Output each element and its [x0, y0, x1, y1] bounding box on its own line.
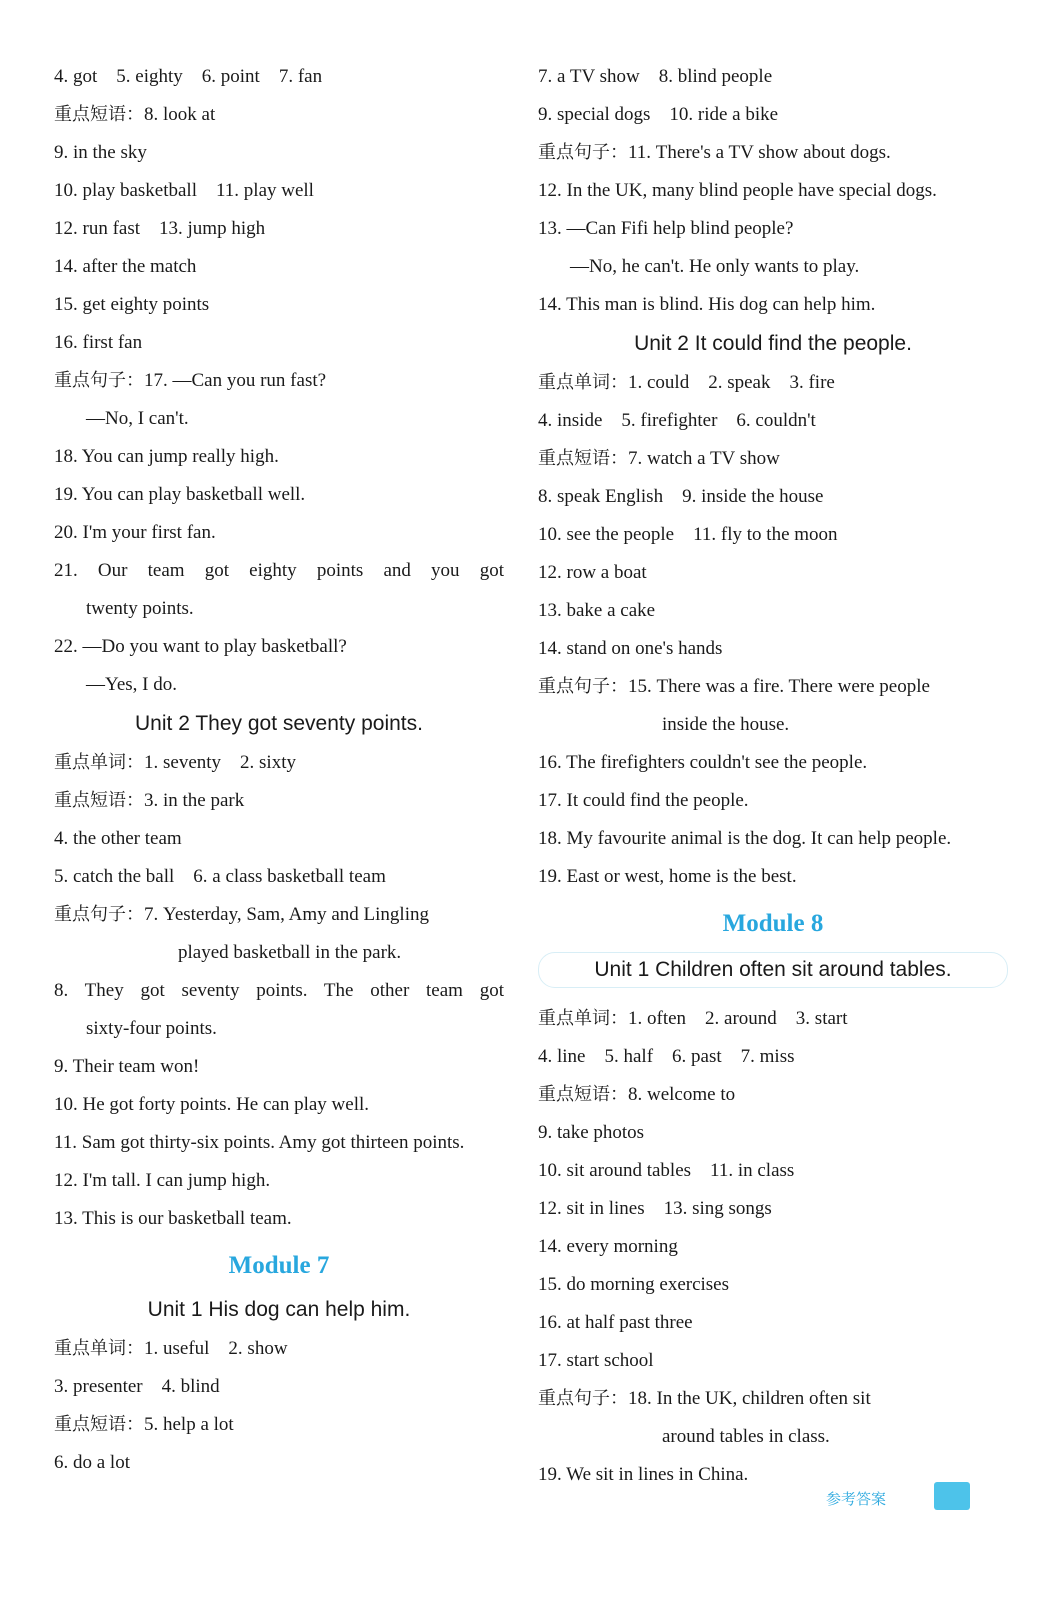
answer-line	[54, 744, 504, 782]
answer-line: 13. bake a cake	[538, 600, 656, 621]
answer-line: 4. inside 5. firefighter 6. couldn't	[538, 410, 816, 431]
answer-text: 1. seventy 2. sixty	[144, 752, 296, 773]
unit-heading: Unit 1 His dog can help him.	[147, 1298, 411, 1321]
answer-line: twenty points.	[86, 598, 194, 619]
answer-text: 7. watch a TV show	[628, 448, 780, 469]
answer-line: 19. You can play basketball well.	[54, 484, 306, 505]
unit-heading: Unit 2 They got seventy points.	[135, 712, 423, 735]
answer-line: 21. Our team got eighty points and you got	[54, 560, 504, 581]
answer-line: 17. start school	[538, 1350, 654, 1371]
answer-text: 18. In the UK, children often sit	[628, 1388, 871, 1409]
answer-line: 7. a TV show 8. blind people	[538, 66, 773, 87]
answer-line: 16. first fan	[54, 332, 143, 353]
answer-text: 1. useful 2. show	[144, 1338, 288, 1359]
answer-text: 17. —Can you run fast?	[144, 370, 327, 391]
answer-line: 4. line 5. half 6. past 7. miss	[538, 1046, 795, 1067]
answer-line: 19. We sit in lines in China.	[538, 1464, 749, 1485]
answer-line: 10. He got forty points. He can play well.	[54, 1094, 370, 1115]
answer-line	[538, 668, 1008, 706]
answer-line: 12. row a boat	[538, 562, 647, 583]
answer-line: 20. I'm your first fan.	[54, 522, 216, 543]
answer-line: played basketball in the park.	[178, 942, 402, 963]
answer-line	[54, 896, 504, 934]
answer-line: 14. This man is blind. His dog can help him.	[538, 294, 876, 315]
answer-line: 18. You can jump really high.	[54, 446, 279, 467]
answer-line	[54, 362, 504, 400]
answer-line	[538, 1380, 1008, 1418]
answer-line: —No, I can't.	[86, 408, 189, 429]
answer-text: 1. could 2. speak 3. fire	[628, 372, 835, 393]
answer-line: 9. special dogs 10. ride a bike	[538, 104, 779, 125]
answer-line: around tables in class.	[662, 1426, 830, 1447]
answer-line: 22. —Do you want to play basketball?	[54, 636, 347, 657]
answer-line	[54, 782, 504, 820]
answer-line: 8. They got seventy points. The other team got	[54, 980, 504, 1001]
answer-line: 8. speak English 9. inside the house	[538, 486, 824, 507]
answer-line: 16. at half past three	[538, 1312, 693, 1333]
answer-line	[538, 440, 1008, 478]
section-label: 重点短语：	[54, 1414, 144, 1435]
answer-line: 12. In the UK, many blind people have special dogs.	[538, 180, 937, 201]
answer-line: 14. every morning	[538, 1236, 678, 1257]
answer-line: 13. This is our basketball team.	[54, 1208, 292, 1229]
section-label: 重点句子：	[538, 676, 628, 697]
answer-line: 10. sit around tables 11. in class	[538, 1160, 795, 1181]
answer-line: sixty-four points.	[86, 1018, 217, 1039]
page-number-tab	[934, 1482, 970, 1510]
answer-line: 9. take photos	[538, 1122, 645, 1143]
answer-line: 12. I'm tall. I can jump high.	[54, 1170, 271, 1191]
answer-line: 18. My favourite animal is the dog. It can help people.	[538, 828, 952, 849]
answer-line: 12. sit in lines 13. sing songs	[538, 1198, 772, 1219]
answer-line: 15. do morning exercises	[538, 1274, 730, 1295]
answer-line	[538, 1000, 1008, 1038]
answer-line	[538, 1076, 1008, 1114]
answer-line: 5. catch the ball 6. a class basketball team	[54, 866, 386, 887]
answer-line: 6. do a lot	[54, 1452, 130, 1473]
section-label: 重点单词：	[54, 752, 144, 773]
answer-line: 14. stand on one's hands	[538, 638, 723, 659]
answer-line: inside the house.	[662, 714, 790, 735]
answer-text: 7. Yesterday, Sam, Amy and Lingling	[144, 904, 429, 925]
left-column	[54, 58, 504, 1482]
answer-line: 4. the other team	[54, 828, 182, 849]
section-label: 重点短语：	[538, 448, 628, 469]
answer-line: 9. Their team won!	[54, 1056, 200, 1077]
section-label: 重点单词：	[538, 1008, 628, 1029]
answer-line: 4. got 5. eighty 6. point 7. fan	[54, 66, 323, 87]
answer-line	[54, 96, 504, 134]
answer-line: —Yes, I do.	[86, 674, 177, 695]
answer-text: 3. in the park	[144, 790, 245, 811]
answer-line: 10. play basketball 11. play well	[54, 180, 314, 201]
answer-text: 5. help a lot	[144, 1414, 234, 1435]
answer-text: 1. often 2. around 3. start	[628, 1008, 848, 1029]
module-heading: Module 8	[722, 910, 824, 937]
answer-line: 10. see the people 11. fly to the moon	[538, 524, 838, 545]
section-label: 重点句子：	[54, 370, 144, 391]
section-label: 重点短语：	[54, 790, 144, 811]
answer-text: 8. welcome to	[628, 1084, 736, 1105]
section-label: 重点句子：	[538, 1388, 628, 1409]
answer-line: 13. —Can Fifi help blind people?	[538, 218, 794, 239]
section-label: 重点短语：	[538, 1084, 628, 1105]
answer-line	[538, 364, 1008, 402]
section-label: 重点句子：	[54, 904, 144, 925]
answer-line	[538, 134, 1008, 172]
answer-line: 19. East or west, home is the best.	[538, 866, 797, 887]
unit-heading: Unit 1 Children often sit around tables.	[538, 952, 1008, 988]
answer-line: 12. run fast 13. jump high	[54, 218, 266, 239]
answer-line: 15. get eighty points	[54, 294, 210, 315]
right-column	[538, 58, 1008, 1494]
footer-label: 参考答案	[826, 1490, 887, 1508]
answer-line	[54, 1406, 504, 1444]
answer-text: 11. There's a TV show about dogs.	[628, 142, 891, 163]
answer-line: —No, he can't. He only wants to play.	[570, 256, 860, 277]
unit-heading: Unit 2 It could find the people.	[634, 332, 912, 355]
answer-text: 15. There was a fire. There were people	[628, 676, 930, 697]
answer-line	[54, 1330, 504, 1368]
answer-line: 16. The firefighters couldn't see the people.	[538, 752, 868, 773]
answer-line: 9. in the sky	[54, 142, 147, 163]
section-label: 重点单词：	[538, 372, 628, 393]
answer-line: 11. Sam got thirty-six points. Amy got thirteen points.	[54, 1132, 465, 1153]
answer-text: 8. look at	[144, 104, 216, 125]
answer-line: 14. after the match	[54, 256, 197, 277]
answer-line: 17. It could find the people.	[538, 790, 749, 811]
section-label: 重点短语：	[54, 104, 144, 125]
section-label: 重点句子：	[538, 142, 628, 163]
answer-line: 3. presenter 4. blind	[54, 1376, 220, 1397]
module-heading: Module 7	[228, 1252, 330, 1279]
section-label: 重点单词：	[54, 1338, 144, 1359]
page-footer	[826, 1478, 1026, 1518]
